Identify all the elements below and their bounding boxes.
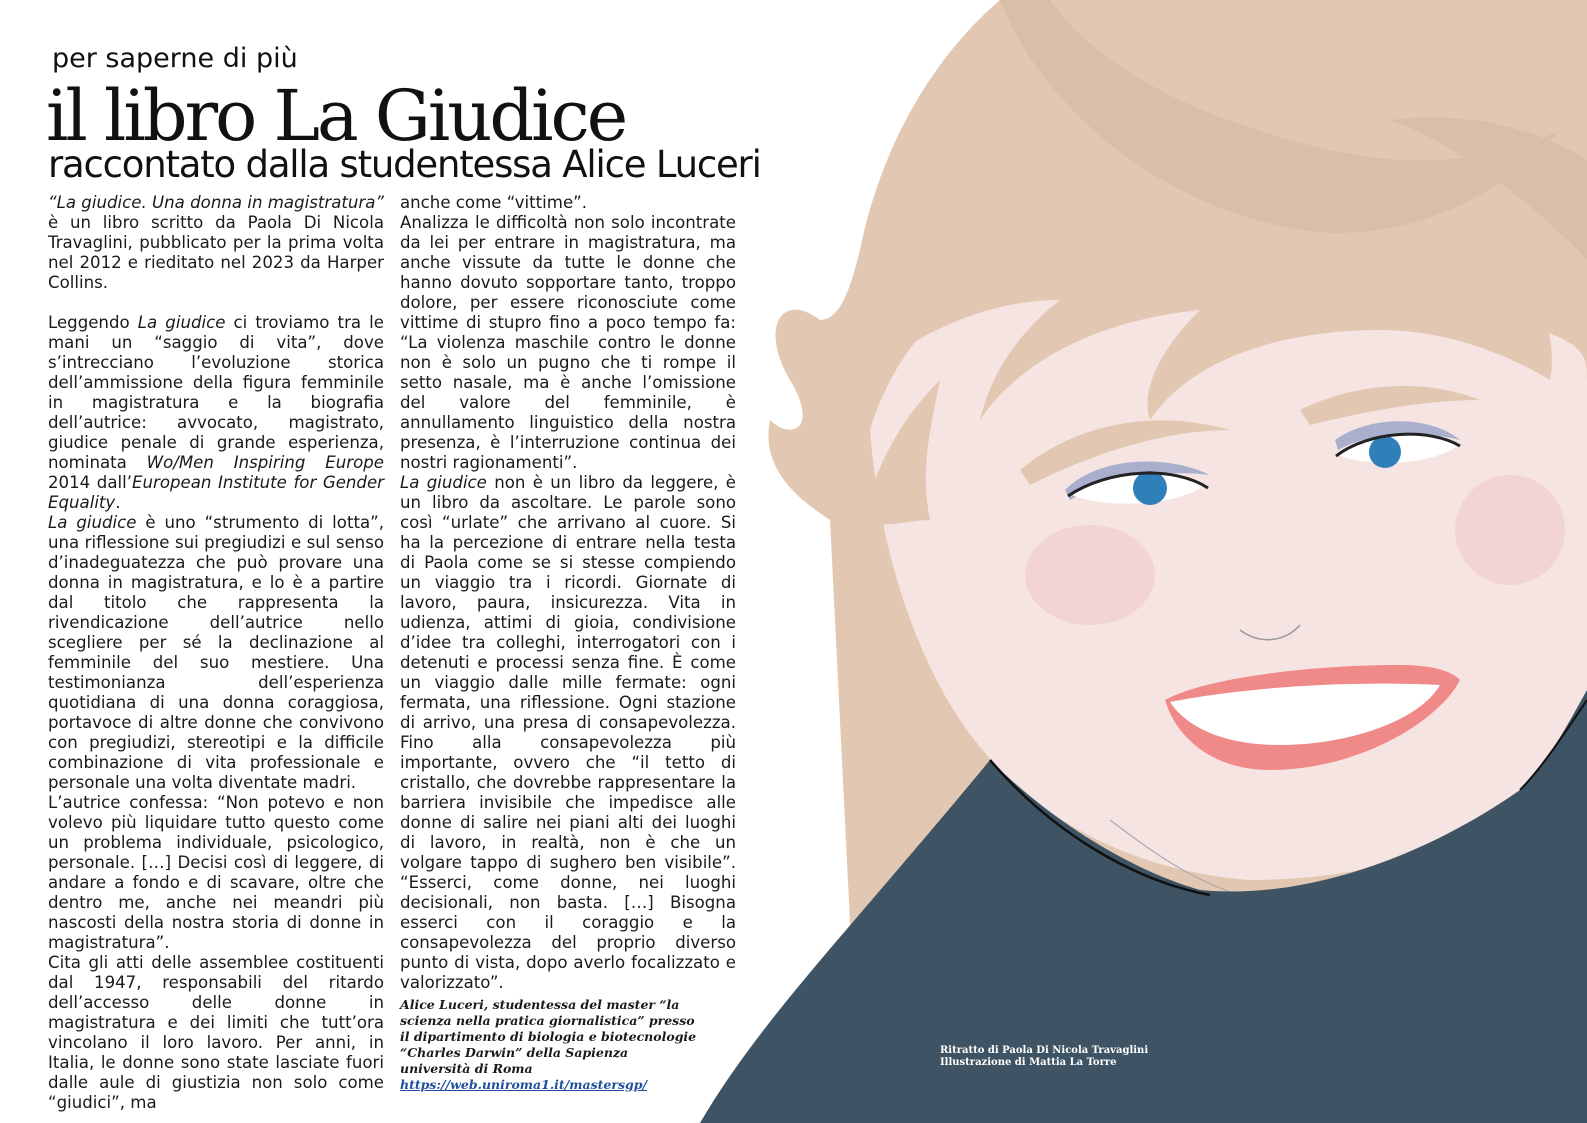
illustration-credits [940, 1045, 1148, 1069]
article-column-1 [48, 193, 384, 1113]
credit-illustrator: Illustrazione di Mattia La Torre [940, 1057, 1117, 1068]
master-link[interactable]: https://web.uniroma1.it/mastersgp/ [400, 1077, 648, 1092]
paragraph: Analizza le difficoltà non solo incontrate da lei per entrare in magistratura, ma anche vissute da tutte le donne che hanno dovuto sopportare tanto, troppo dolore, per essere riconosciute come vittime di stupro fino a poco tempo fa: “La violenza maschile contro le donne non è solo un pugno che ti rompe il setto nasale, ma è anche l’omissione del valore del femminile, è annullamento linguistico della nostra presenza, è l’interruzione continua dei nostri ragionamenti”. [400, 213, 736, 472]
paragraph: anche come “vittime”. [400, 193, 588, 212]
page-title: il libro La Giudice [46, 75, 626, 157]
paragraph: La giudice non è un libro da leggere, è un libro da ascoltare. Le parole sono così “urlate” che arrivano al cuore. Si ha la percezione di entrare nella testa di Paola come se si stesse compiendo un viaggio tra i ricordi. Giornate di lavoro, paura, insicurezza. Vita in udienza, attimi di gioia, condivisione d’idee tra colleghi, interrogatori con i detenuti e processi senza fine. È come un viaggio dalle mille fermate: ogni fermata, una riflessione. Ogni stazione di arrivo, una presa di consapevolezza. Fino alla consapevolezza più importante, ovvero che “il tetto di cristallo, che dovrebbe rappresentare la barriera invisibile che impedisce alle donne di salire nei piani alti dei luoghi di lavoro, in realtà, non è che un volgare tappo di sughero ben visibile”. “Esserci, come donne, nei luoghi decisionali, non basta. […] Bisogna esserci con il coraggio e la consapevolezza del proprio diverso punto di vista, dopo averlo focalizzato e valorizzato”. [400, 473, 736, 992]
article-column-2 [400, 193, 736, 1093]
paragraph: Leggendo La giudice ci troviamo tra le mani un “saggio di vita”, dove s’intrecciano l’evoluzione storica dell’ammissione della figura femminile in magistratura e la biografia dell’autrice: avvocato, magistrato, giudice penale di grande esperienza, nominata Wo/Men Inspiring Europe 2014 dall’European Institute for Gender Equality. [48, 313, 384, 512]
paragraph: “La giudice. Una donna in magistratura” è un libro scritto da Paola Di Nicola Travaglini, pubblicato per la prima volta nel 2012 e rieditato nel 2023 da Harper Collins. [48, 193, 384, 292]
paragraph: Cita gli atti delle assemblee costituenti dal 1947, responsabili del ritardo dell’accesso delle donne in magistratura e dei limiti che tutt’ora vincolano il loro lavoro. Per anni, in Italia, le donne sono state lasciate fuori dalle aule di giustizia non solo come “giudici”, ma [48, 953, 384, 1112]
paragraph: L’autrice confessa: “Non potevo e non volevo più liquidare tutto questo come un problema individuale, psicologico, personale. […] Decisi così di leggere, di andare a fondo e di scavare, oltre che dentro me, anche nei meandri più nascosti della nostra storia di donne in magistratura”. [48, 793, 384, 952]
kicker: per saperne di più [52, 43, 298, 74]
author-byline: Alice Luceri, studentessa del master “la scienza nella pratica giornalistica” presso il dipartimento di biologia e biotecnologie “Charles Darwin” della Sapienza università di Roma https://web.uniroma1.it/mastersgp/ [400, 997, 697, 1092]
credit-portrait: Ritratto di Paola Di Nicola Travaglini [940, 1045, 1149, 1056]
subtitle: raccontato dalla studentessa Alice Luceri [48, 143, 761, 186]
paragraph: La giudice è uno “strumento di lotta”, una riflessione sui pregiudizi e sul senso d’inadeguatezza che può provare una donna in magistratura, e lo è a partire dal titolo che rappresenta la rivendicazione dell’autrice nello scegliere per sé la declinazione al femminile del suo mestiere. Una testimonianza dell’esperienza quotidiana di una donna coraggiosa, portavoce di altre donne che convivono con pregiudizi, stereotipi e la difficile combinazione di vita professionale e personale una volta diventate madri. [48, 513, 384, 792]
